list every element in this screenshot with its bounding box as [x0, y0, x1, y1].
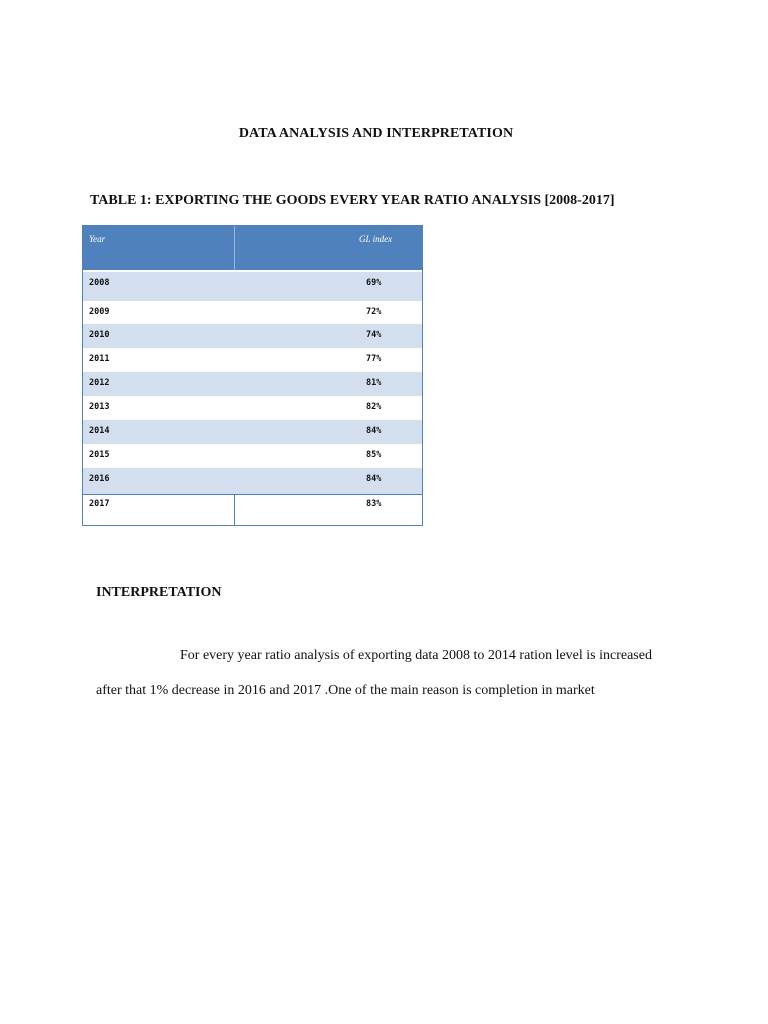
table-row	[83, 468, 422, 494]
cell-gl-index: 81%	[366, 378, 382, 388]
cell-year: 2012	[89, 378, 110, 388]
cell-gl-index: 69%	[366, 278, 382, 288]
cell-gl-index: 84%	[366, 426, 382, 436]
header-divider	[234, 226, 235, 270]
cell-year: 2011	[89, 354, 110, 364]
cell-year: 2015	[89, 450, 110, 460]
cell-year: 2013	[89, 402, 110, 412]
cell-gl-index: 84%	[366, 474, 382, 484]
interpretation-paragraph: For every year ratio analysis of exporting data 2008 to 2014 ration level is increased after that 1% decrease in 2016 and 2017 .One of the main reason is completion in market	[96, 648, 652, 698]
table-row	[83, 372, 422, 396]
cell-gl-index: 82%	[366, 402, 382, 412]
gl-index-table	[82, 225, 423, 526]
table-row	[83, 444, 422, 468]
header-gl-index: GL index	[359, 234, 393, 244]
column-divider	[234, 495, 235, 525]
table-row	[83, 420, 422, 444]
cell-gl-index: 83%	[366, 499, 382, 509]
cell-year: 2016	[89, 474, 110, 484]
table-header	[83, 226, 422, 270]
page-title: DATA ANALYSIS AND INTERPRETATION	[238, 126, 514, 141]
cell-gl-index: 85%	[366, 450, 382, 460]
table-row	[83, 348, 422, 372]
table-row	[83, 272, 422, 301]
cell-year: 2017	[89, 499, 110, 509]
cell-year: 2008	[89, 278, 110, 288]
table-row	[83, 301, 422, 324]
cell-year: 2009	[89, 307, 110, 317]
table-caption: TABLE 1: EXPORTING THE GOODS EVERY YEAR RATIO ANALYSIS [2008-2017]	[90, 193, 615, 208]
table-row	[83, 324, 422, 348]
table-row	[83, 396, 422, 420]
cell-gl-index: 77%	[366, 354, 382, 364]
header-year: Year	[89, 234, 106, 244]
cell-gl-index: 74%	[366, 330, 382, 340]
cell-year: 2010	[89, 330, 110, 340]
cell-gl-index: 72%	[366, 307, 382, 317]
table-row	[83, 494, 422, 525]
cell-year: 2014	[89, 426, 110, 436]
interpretation-heading: INTERPRETATION	[96, 585, 222, 600]
